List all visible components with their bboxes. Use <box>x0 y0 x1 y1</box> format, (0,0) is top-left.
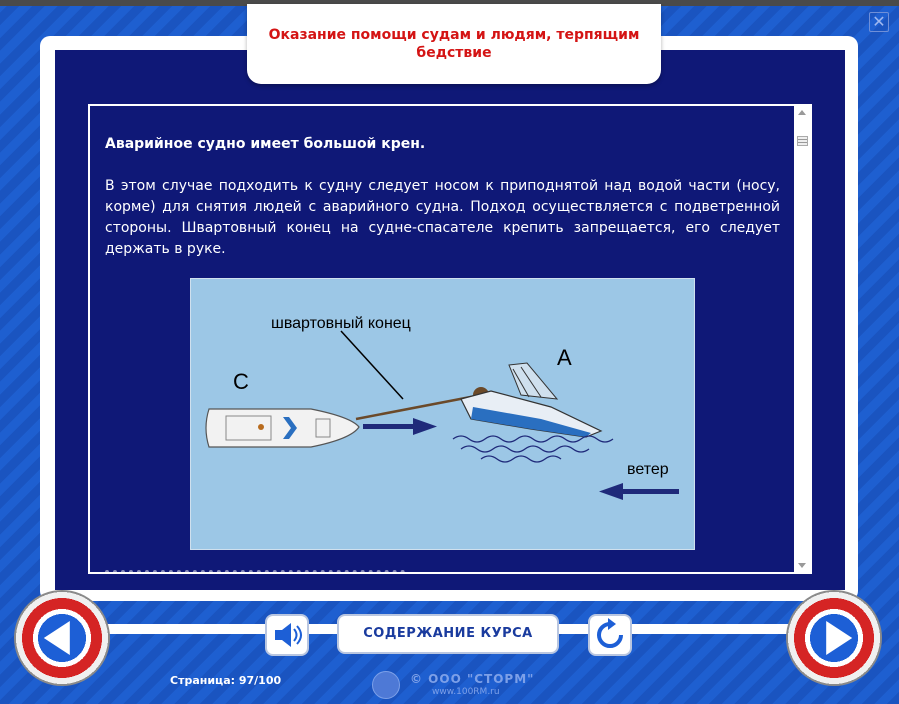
arrow-right-icon <box>826 621 852 655</box>
arrow-left-icon <box>44 621 70 655</box>
clipped-text <box>105 570 405 574</box>
course-contents-button[interactable]: СОДЕРЖАНИЕ КУРСА <box>337 614 559 654</box>
content-heading: Аварийное судно имеет большой крен. <box>105 136 426 152</box>
prev-page-button[interactable] <box>14 590 110 686</box>
scrollbar[interactable] <box>794 106 810 572</box>
boat-a-label: А <box>557 345 572 370</box>
content-area <box>88 104 812 574</box>
rope-label-pointer <box>341 331 403 399</box>
boat-a <box>461 363 601 437</box>
speaker-icon <box>267 616 307 654</box>
page-number: Страница: 97/100 <box>170 674 282 687</box>
page-title <box>247 4 661 84</box>
next-page-button[interactable] <box>786 590 882 686</box>
content-paragraph: В этом случае подходить к судну следует носом к приподнятой над водой части (носу, корме) для снятия людей с аварийного судна. Подход осуществляется с подветренной стороны. Швартовный конец на судне-спасателе крепить запрещается, его следует держать в руке. <box>105 178 780 257</box>
waves <box>453 436 613 462</box>
scroll-up-icon[interactable] <box>798 110 806 115</box>
boat-c-label: С <box>233 369 249 394</box>
wind-arrow <box>599 483 679 500</box>
sound-button[interactable] <box>265 614 309 656</box>
scroll-thumb[interactable] <box>797 136 808 146</box>
approach-arrow <box>363 418 437 435</box>
wind-label: ветер <box>627 461 669 478</box>
close-icon[interactable]: ✕ <box>869 12 889 32</box>
scroll-down-icon[interactable] <box>798 563 806 568</box>
rescue-diagram <box>190 278 695 550</box>
copyright-text: © ООО "СТОРМ" <box>410 672 535 686</box>
refresh-icon <box>590 616 630 654</box>
company-logo <box>372 671 400 699</box>
site-url: www.100RM.ru <box>432 687 500 697</box>
page-title-text: Оказание помощи судам и людям, терпящим бедствие <box>268 27 640 61</box>
boat-c <box>206 409 359 447</box>
rope-label: швартовный конец <box>271 315 411 332</box>
refresh-button[interactable] <box>588 614 632 656</box>
diagram-drawing <box>191 279 694 549</box>
